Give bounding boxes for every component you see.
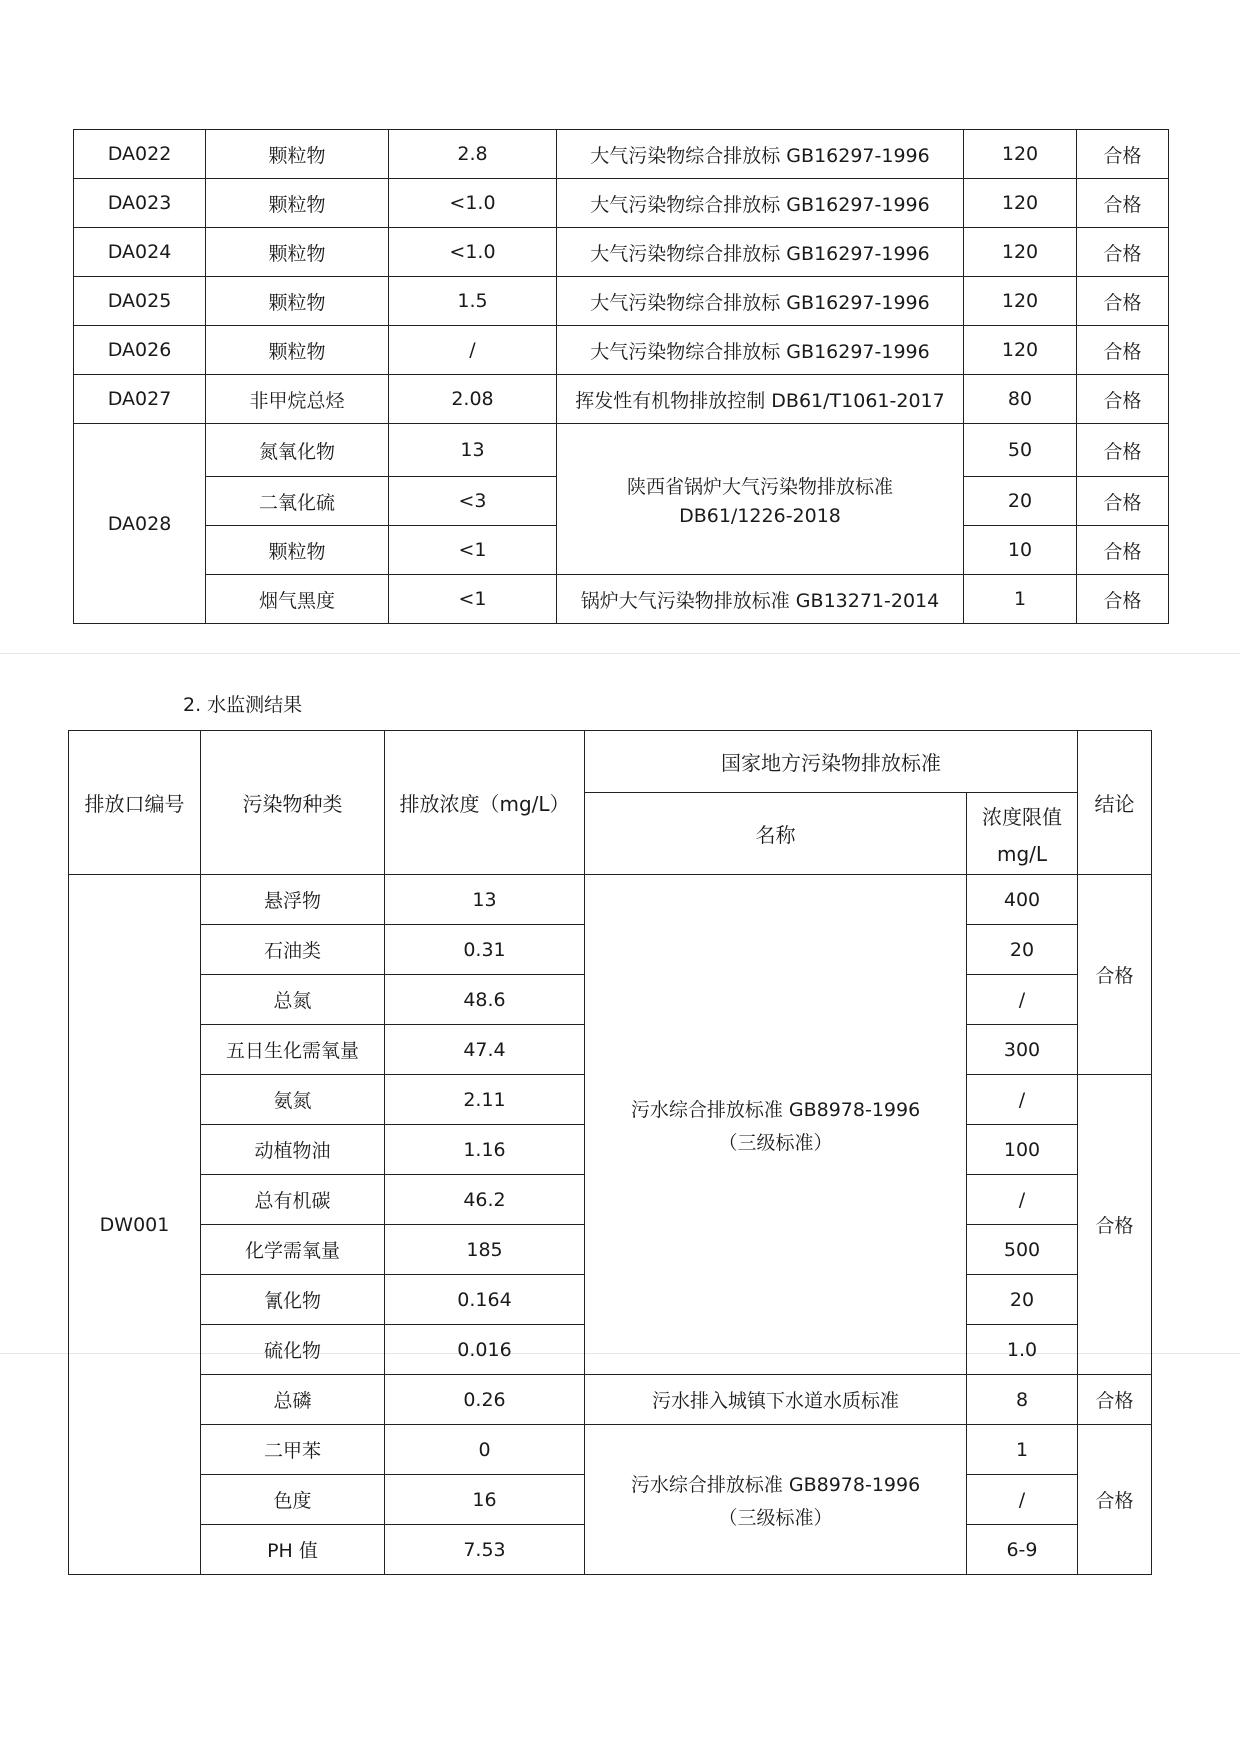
table-row [69,875,1152,925]
conclusion-cell: 合格 [1077,326,1169,375]
pollutant-cell: 氨氮 [201,1075,385,1125]
standard-line: 污水综合排放标准 GB8978-1996 [630,1098,921,1121]
pollutant-cell: 硫化物 [201,1325,385,1375]
pollutant-cell: 颗粒物 [206,228,389,277]
standard-cell: 污水排入城镇下水道水质标准 [585,1375,967,1425]
air-monitoring-table [73,129,1169,624]
pollutant-cell: 颗粒物 [206,179,389,228]
concentration-cell: 0.164 [385,1275,585,1325]
table-row [74,575,1169,624]
header-row [69,731,1152,793]
header-pollutant: 污染物种类 [201,731,385,875]
concentration-cell: 0.016 [385,1325,585,1375]
limit-cell: / [967,1475,1078,1525]
limit-cell: 120 [964,179,1077,228]
table-row [74,375,1169,424]
concentration-cell: <1 [389,575,557,624]
outlet-cell: DA022 [74,130,206,179]
limit-cell: 120 [964,130,1077,179]
conclusion-cell: 合格 [1077,526,1169,575]
limit-cell: / [967,975,1078,1025]
standard-cell: 大气污染物综合排放标 GB16297-1996 [557,179,964,228]
outlet-cell: DA028 [74,424,206,624]
table-row [69,1425,1152,1475]
conclusion-cell: 合格 [1078,875,1152,1075]
limit-cell: 20 [964,477,1077,526]
outlet-cell: DA027 [74,375,206,424]
standard-line: （三级标准） [718,1131,833,1154]
concentration-cell: 0 [385,1425,585,1475]
conclusion-cell: 合格 [1077,130,1169,179]
header-standard-name: 名称 [585,793,967,875]
pollutant-cell: 氰化物 [201,1275,385,1325]
concentration-cell: 1.16 [385,1125,585,1175]
standard-cell: 挥发性有机物排放控制 DB61/T1061-2017 [557,375,964,424]
conclusion-cell: 合格 [1077,277,1169,326]
pollutant-cell: 颗粒物 [206,130,389,179]
table-row [74,179,1169,228]
scan-seam-line [0,653,1240,654]
conclusion-cell: 合格 [1077,575,1169,624]
limit-cell: 20 [967,925,1078,975]
standard-cell: 大气污染物综合排放标 GB16297-1996 [557,228,964,277]
concentration-cell: 1.5 [389,277,557,326]
concentration-cell: <3 [389,477,557,526]
concentration-cell: 2.8 [389,130,557,179]
limit-cell: 120 [964,277,1077,326]
standard-cell: 大气污染物综合排放标 GB16297-1996 [557,326,964,375]
concentration-cell: 185 [385,1225,585,1275]
standard-line: （三级标准） [718,1506,833,1529]
outlet-cell: DW001 [69,875,201,1575]
standard-cell [557,424,964,575]
concentration-cell: <1 [389,526,557,575]
pollutant-cell: 非甲烷总烃 [206,375,389,424]
pollutant-cell: 色度 [201,1475,385,1525]
concentration-cell: 13 [389,424,557,477]
pollutant-cell: 化学需氧量 [201,1225,385,1275]
conclusion-cell: 合格 [1077,477,1169,526]
concentration-cell: 2.08 [389,375,557,424]
concentration-cell: <1.0 [389,228,557,277]
limit-cell: 6-9 [967,1525,1078,1575]
pollutant-cell: 总磷 [201,1375,385,1425]
outlet-cell: DA025 [74,277,206,326]
water-monitoring-table [68,730,1152,1575]
header-limit [967,793,1078,875]
standard-cell: 大气污染物综合排放标 GB16297-1996 [557,130,964,179]
limit-cell: 1 [964,575,1077,624]
standard-cell: 大气污染物综合排放标 GB16297-1996 [557,277,964,326]
table-row [74,228,1169,277]
limit-cell: 300 [967,1025,1078,1075]
concentration-cell: / [389,326,557,375]
limit-cell: 50 [964,424,1077,477]
table-row [74,130,1169,179]
concentration-cell: 46.2 [385,1175,585,1225]
concentration-cell: 48.6 [385,975,585,1025]
pollutant-cell: PH 值 [201,1525,385,1575]
limit-cell: 1 [967,1425,1078,1475]
pollutant-cell: 二甲苯 [201,1425,385,1475]
concentration-cell: 7.53 [385,1525,585,1575]
outlet-cell: DA024 [74,228,206,277]
concentration-cell: 0.26 [385,1375,585,1425]
limit-cell: 10 [964,526,1077,575]
pollutant-cell: 总氮 [201,975,385,1025]
limit-cell: 400 [967,875,1078,925]
pollutant-cell: 烟气黑度 [206,575,389,624]
concentration-cell: <1.0 [389,179,557,228]
header-limit-unit: mg/L [996,842,1048,866]
pollutant-cell: 五日生化需氧量 [201,1025,385,1075]
concentration-cell: 13 [385,875,585,925]
pollutant-cell: 二氧化硫 [206,477,389,526]
outlet-cell: DA026 [74,326,206,375]
limit-cell: 80 [964,375,1077,424]
conclusion-cell: 合格 [1077,228,1169,277]
standard-cell [585,1425,967,1575]
pollutant-cell: 动植物油 [201,1125,385,1175]
standard-cell [585,875,967,1375]
limit-cell: / [967,1175,1078,1225]
table-row [74,326,1169,375]
section-title: 2. 水监测结果 [183,694,303,716]
header-standard-group: 国家地方污染物排放标准 [585,731,1078,793]
conclusion-cell: 合格 [1078,1375,1152,1425]
limit-cell: 20 [967,1275,1078,1325]
limit-cell: 8 [967,1375,1078,1425]
standard-line: DB61/1226-2018 [679,504,841,527]
concentration-cell: 16 [385,1475,585,1525]
header-limit-line: 浓度限值 [982,805,1062,829]
standard-line: 陕西省锅炉大气污染物排放标准 [626,475,893,498]
limit-cell: 120 [964,326,1077,375]
limit-cell: / [967,1075,1078,1125]
pollutant-cell: 颗粒物 [206,326,389,375]
table-row [69,1375,1152,1425]
limit-cell: 1.0 [967,1325,1078,1375]
header-outlet: 排放口编号 [69,731,201,875]
limit-cell: 100 [967,1125,1078,1175]
header-conclusion: 结论 [1078,731,1152,875]
limit-cell: 120 [964,228,1077,277]
table-row [74,424,1169,477]
table-row [74,277,1169,326]
pollutant-cell: 颗粒物 [206,526,389,575]
concentration-cell: 2.11 [385,1075,585,1125]
pollutant-cell: 石油类 [201,925,385,975]
pollutant-cell: 悬浮物 [201,875,385,925]
conclusion-cell: 合格 [1078,1075,1152,1375]
outlet-cell: DA023 [74,179,206,228]
standard-line: 污水综合排放标准 GB8978-1996 [630,1473,921,1496]
header-concentration: 排放浓度（mg/L） [385,731,585,875]
conclusion-cell: 合格 [1078,1425,1152,1575]
conclusion-cell: 合格 [1077,424,1169,477]
conclusion-cell: 合格 [1077,179,1169,228]
pollutant-cell: 总有机碳 [201,1175,385,1225]
pollutant-cell: 颗粒物 [206,277,389,326]
standard-cell: 锅炉大气污染物排放标准 GB13271-2014 [557,575,964,624]
conclusion-cell: 合格 [1077,375,1169,424]
concentration-cell: 0.31 [385,925,585,975]
pollutant-cell: 氮氧化物 [206,424,389,477]
concentration-cell: 47.4 [385,1025,585,1075]
limit-cell: 500 [967,1225,1078,1275]
